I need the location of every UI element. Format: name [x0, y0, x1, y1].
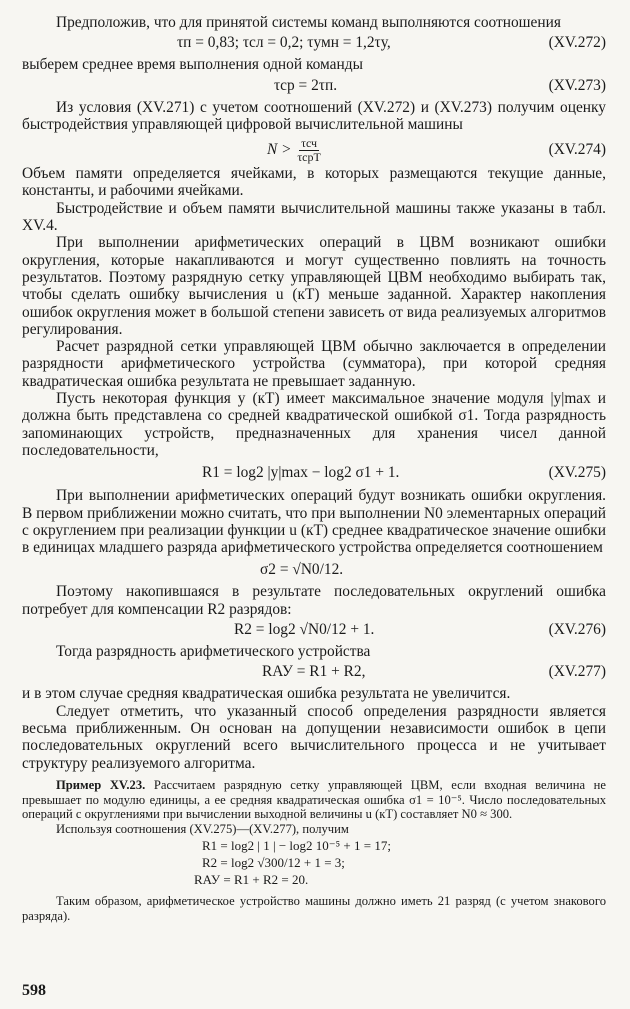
equation-272: [22, 31, 606, 56]
page-number: 598: [22, 982, 46, 999]
eq-272-formula: τп = 0,83; τсл = 0,2; τумн = 1,2τу,: [177, 34, 391, 52]
paragraph-12: и в этом случае средняя квадратическая ошибка результата не увеличится.: [22, 685, 511, 703]
equation-274: [22, 133, 606, 165]
paragraph-6: При выполнении арифметических операций в ЦВМ возникают ошибки округления, которые накапливаются и могут существенно повлиять на точность результатов. Поэтому разрядную сетку управляющей ЦВМ необходимо выбирать так, чтобы сделать ошибку вычисления u (кT) меньше заданной. Характер накопления ошибок округления может в большой степени зависеть от вида реализуемых алгоритмов регулирования.: [22, 234, 606, 338]
eq-273-number: (XV.273): [548, 76, 606, 94]
eq-274-denominator: τсрT: [297, 150, 321, 165]
page-body: [22, 14, 606, 999]
equation-sigma2: [22, 556, 606, 583]
eq-273-formula: τср = 2τп.: [274, 76, 338, 94]
eq-sigma2-formula: σ2 = √N0/12.: [260, 561, 344, 579]
example-eq-2: R2 = log2 √300/12 + 1 = 3;: [202, 854, 345, 870]
eq-274-number: (XV.274): [548, 141, 606, 159]
example-title: Пример XV.23.: [56, 777, 146, 792]
paragraph-7: Расчет разрядной сетки управляющей ЦВМ обычно заключается в определении разрядности арифметического устройства (сумматора), при которой средняя квадратическая ошибка результата не превышает заданную.: [22, 338, 606, 390]
eq-274-left: N >: [267, 141, 292, 159]
eq-277-formula: RАУ = R1 + R2,: [262, 663, 366, 681]
paragraph-11: Тогда разрядность арифметического устройства: [56, 643, 371, 661]
equation-276: [22, 618, 606, 643]
paragraph-4: Объем памяти определяется ячейками, в которых размещаются текущие данные, константы, и рабочими ячейками.: [22, 165, 606, 200]
eq-272-number: (XV.272): [548, 34, 606, 52]
eq-277-number: (XV.277): [548, 663, 606, 681]
paragraph-2: выберем среднее время выполнения одной команды: [22, 56, 363, 74]
equation-275: [22, 459, 606, 487]
equation-277: [22, 660, 606, 685]
eq-274-formula: [267, 137, 323, 164]
eq-274-fraction: [297, 137, 320, 164]
paragraph-13: Следует отметить, что указанный способ определения разрядности является весьма приближенным. Он основан на допущении независимости ошибок в цепи последовательных округлений всего вычислительного процесса и не учитывает структуру реализуемого алгоритма.: [22, 702, 606, 772]
example-xv23: [22, 778, 606, 822]
example-body: Рассчитаем разрядную сетку управляющей ЦВМ, если входная величина не превышает по модулю единицы, а ее средняя квадратическая ошибка σ1 = 10⁻⁵. Число последовательных операций с округлениями при вычислении выходной величины u (кT) составляет N0 ≈ 300.: [22, 777, 606, 822]
paragraph-9: При выполнении арифметических операций будут возникать ошибки округления. В первом приближении можно считать, что при выполнении N0 элементарных операций с округлением при реализации функции u (кT) среднее квадратическое значение ошибки в единицах младшего разряда арифметического устройства определяется соотношением: [22, 487, 606, 557]
example-conclusion: Таким образом, арифметическое устройство машины должно иметь 21 разряд (с учетом знакового разряда).: [22, 893, 606, 923]
example-use: Используя соотношения (XV.275)—(XV.277), получим: [56, 822, 349, 837]
eq-276-formula: R2 = log2 √N0/12 + 1.: [234, 621, 375, 639]
eq-274-numerator: τсч: [301, 136, 318, 151]
paragraph-3: Из условия (XV.271) с учетом соотношений (XV.272) и (XV.273) получим оценку быстродействия управляющей цифровой вычислительной машины: [22, 98, 606, 133]
equation-273: [22, 74, 606, 99]
paragraph-5: Быстродействие и объем памяти вычислительной машины также указаны в табл. XV.4.: [22, 199, 606, 235]
paragraph-8: Пусть некоторая функция y (кT) имеет максимальное значение модуля |y|max и должна быть представлена со средней квадратической ошибкой σ1. Тогда разрядность запоминающих устройств, предназначенных для хранения чисел данной последовательности,: [22, 390, 606, 459]
eq-275-formula: R1 = log2 |y|max − log2 σ1 + 1.: [202, 464, 400, 482]
eq-276-number: (XV.276): [548, 621, 606, 639]
example-eq-1: R1 = log2 | 1 | − log2 10⁻⁵ + 1 = 17;: [202, 837, 391, 853]
paragraph-1: Предположив, что для принятой системы команд выполняются соотношения: [56, 14, 561, 31]
example-eq-3: RАУ = R1 + R2 = 20.: [194, 871, 309, 887]
eq-275-number: (XV.275): [548, 464, 606, 482]
paragraph-10: Поэтому накопившаяся в результате последовательных округлений ошибка потребует для компенсации R2 разрядов:: [22, 583, 606, 618]
